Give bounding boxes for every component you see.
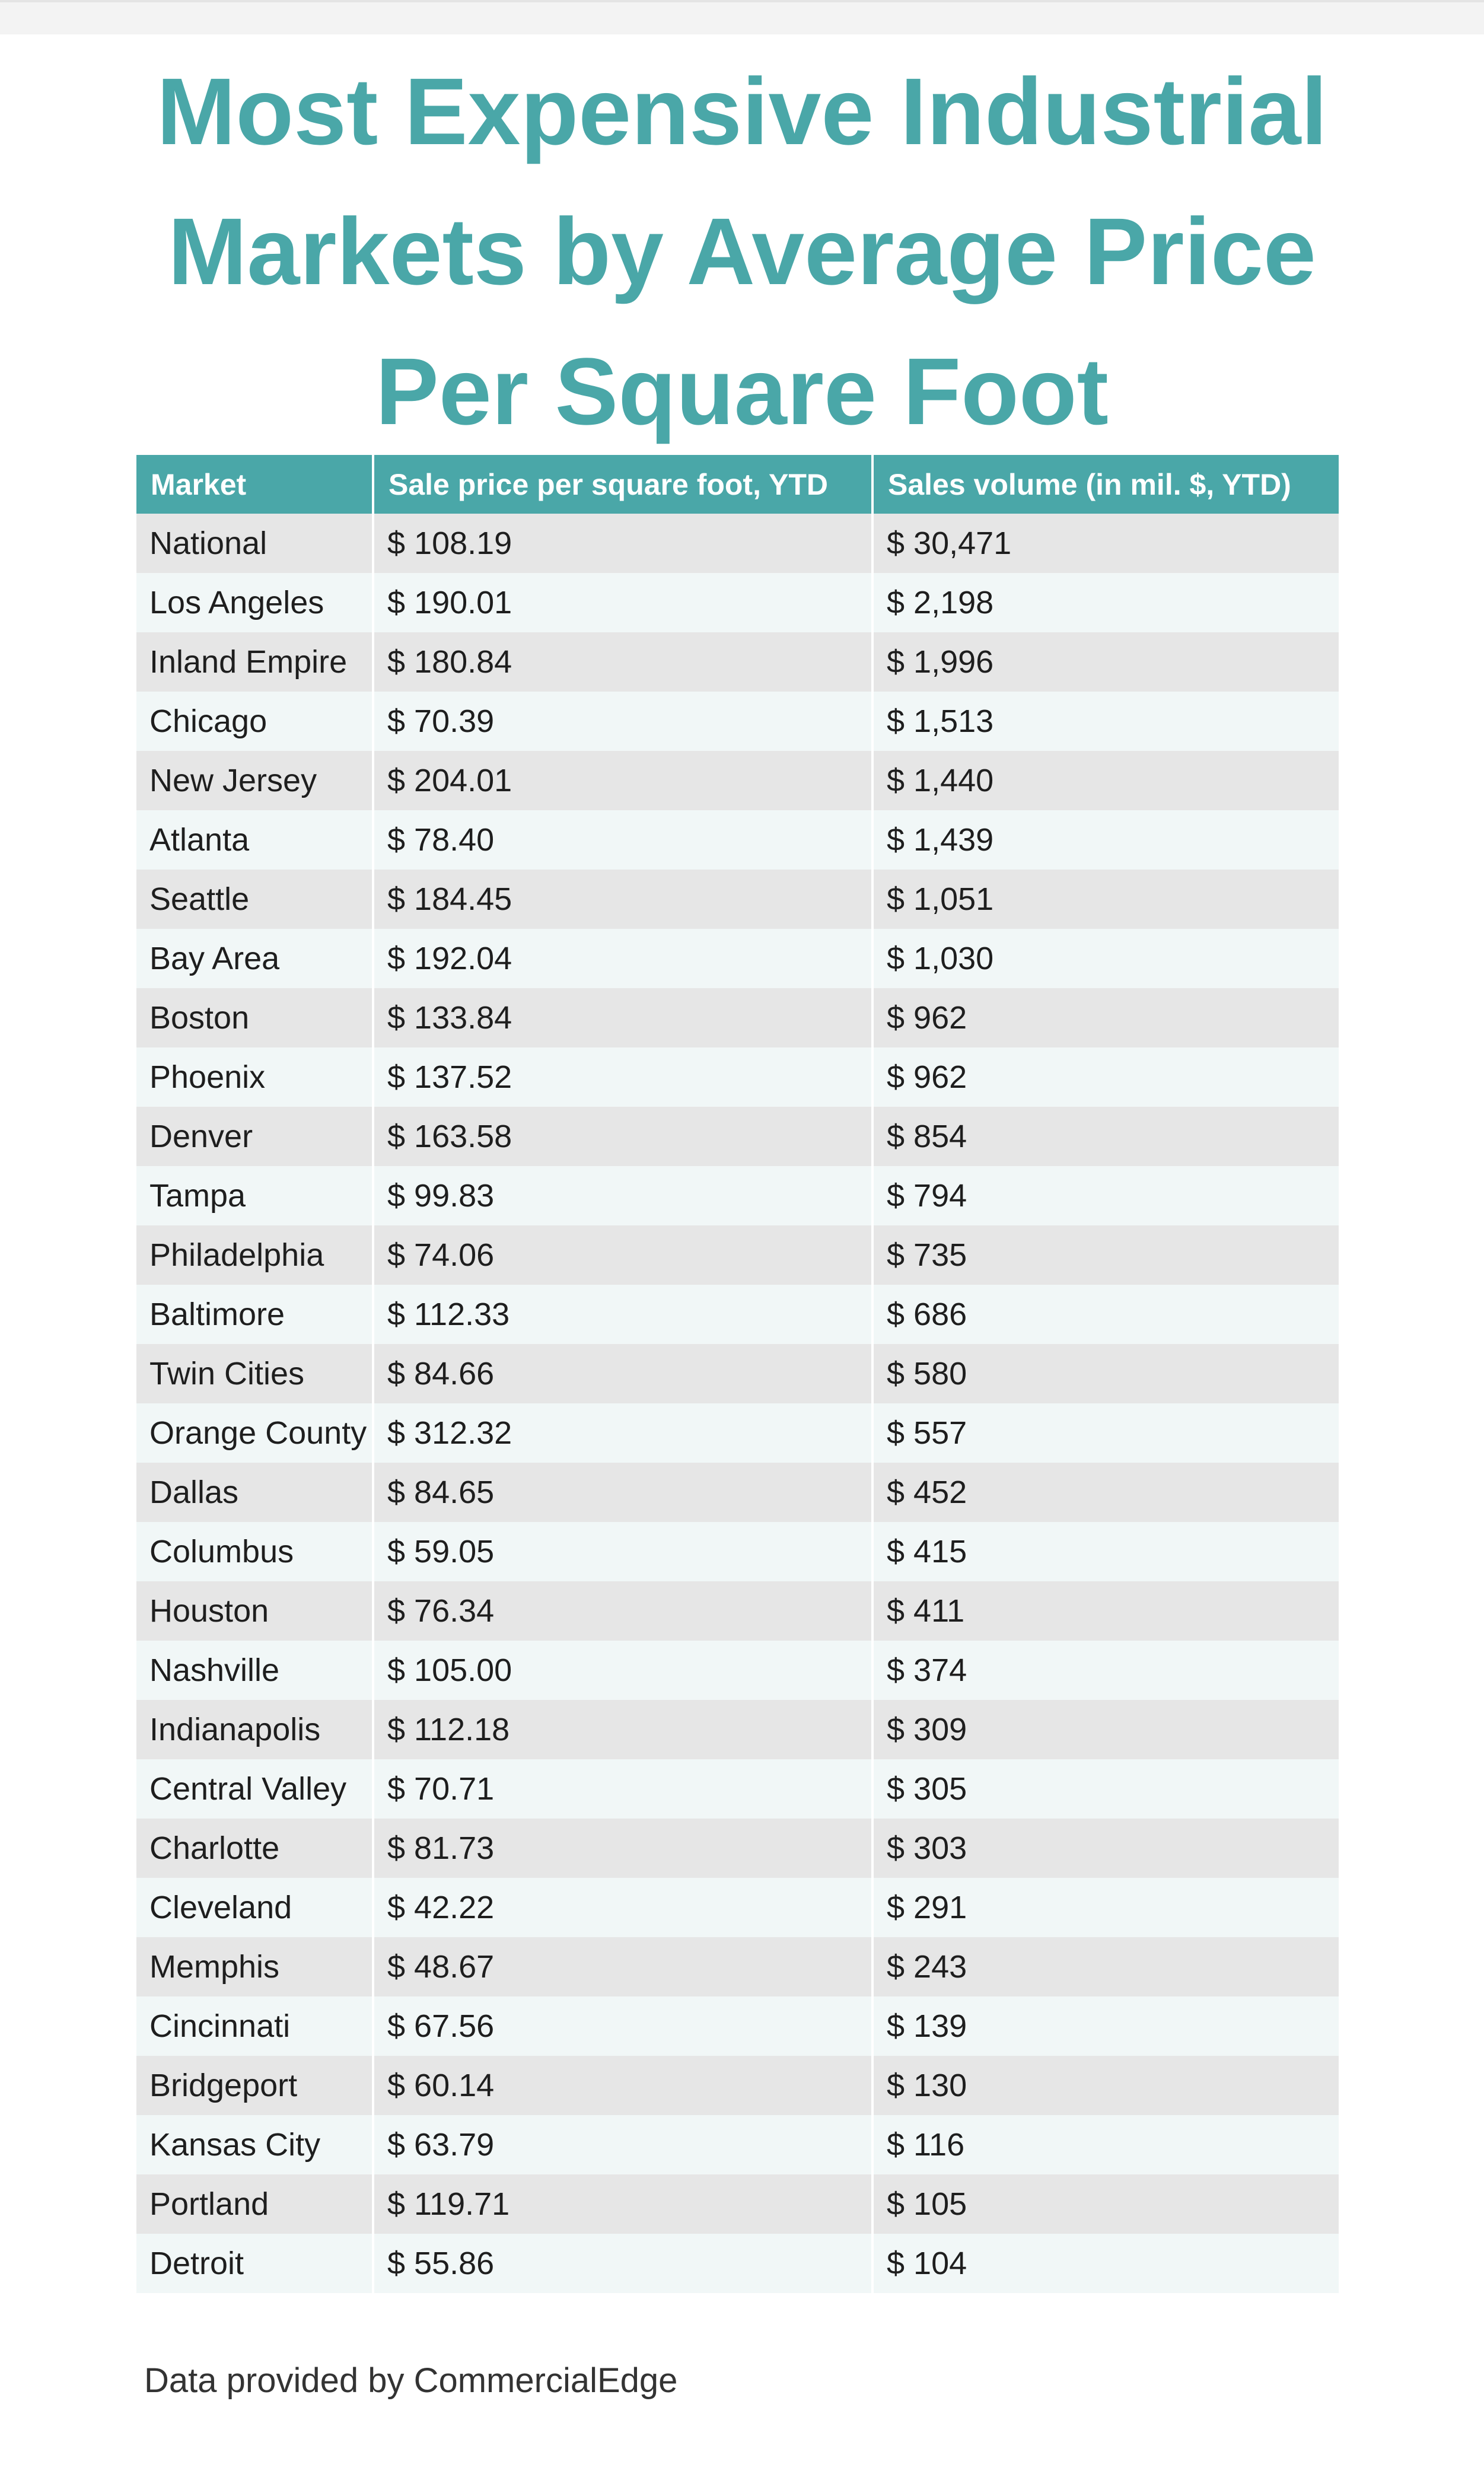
cell-market: Chicago (136, 692, 374, 751)
cell-sale-price: $ 60.14 (374, 2056, 874, 2115)
cell-sale-price: $ 112.18 (374, 1700, 874, 1759)
cell-sales-volume: $ 1,440 (874, 751, 1339, 810)
table-row (136, 1759, 1339, 1819)
cell-sales-volume: $ 243 (874, 1937, 1339, 1996)
cell-market: Columbus (136, 1522, 374, 1581)
cell-sale-price: $ 48.67 (374, 1937, 874, 1996)
cell-sale-price: $ 105.00 (374, 1641, 874, 1700)
cell-market: Portland (136, 2174, 374, 2234)
table-row (136, 2174, 1339, 2234)
cell-market: Cleveland (136, 1878, 374, 1937)
table-row (136, 1878, 1339, 1937)
cell-sales-volume: $ 1,030 (874, 929, 1339, 988)
cell-sales-volume: $ 116 (874, 2115, 1339, 2174)
cell-sales-volume: $ 415 (874, 1522, 1339, 1581)
table-row (136, 1581, 1339, 1641)
cell-sale-price: $ 70.71 (374, 1759, 874, 1819)
cell-sale-price: $ 74.06 (374, 1225, 874, 1285)
cell-sale-price: $ 55.86 (374, 2234, 874, 2293)
cell-sales-volume: $ 130 (874, 2056, 1339, 2115)
cell-sales-volume: $ 2,198 (874, 573, 1339, 632)
cell-sales-volume: $ 1,051 (874, 870, 1339, 929)
table-row (136, 632, 1339, 692)
cell-sale-price: $ 112.33 (374, 1285, 874, 1344)
title-line-1: Most Expensive Industrial (157, 58, 1327, 164)
cell-market: Twin Cities (136, 1344, 374, 1403)
cell-sale-price: $ 163.58 (374, 1107, 874, 1166)
source-note: Data provided by CommercialEdge (144, 2361, 678, 2400)
cell-sales-volume: $ 411 (874, 1581, 1339, 1641)
cell-market: Cincinnati (136, 1996, 374, 2056)
cell-market: Orange County (136, 1403, 374, 1463)
table-row (136, 1937, 1339, 1996)
table-header-row (136, 455, 1339, 514)
data-table (136, 455, 1339, 2293)
cell-sales-volume: $ 962 (874, 988, 1339, 1047)
cell-market: National (136, 514, 374, 573)
cell-sales-volume: $ 305 (874, 1759, 1339, 1819)
cell-sale-price: $ 108.19 (374, 514, 874, 573)
cell-sales-volume: $ 735 (874, 1225, 1339, 1285)
cell-sale-price: $ 190.01 (374, 573, 874, 632)
cell-sale-price: $ 84.65 (374, 1463, 874, 1522)
cell-sales-volume: $ 139 (874, 1996, 1339, 2056)
cell-sale-price: $ 70.39 (374, 692, 874, 751)
cell-sales-volume: $ 1,439 (874, 810, 1339, 870)
table-row (136, 2234, 1339, 2293)
cell-market: Central Valley (136, 1759, 374, 1819)
table-body (136, 514, 1339, 2293)
cell-sales-volume: $ 962 (874, 1047, 1339, 1107)
cell-market: Nashville (136, 1641, 374, 1700)
cell-sales-volume: $ 291 (874, 1878, 1339, 1937)
table-row (136, 2056, 1339, 2115)
cell-sales-volume: $ 105 (874, 2174, 1339, 2234)
cell-sale-price: $ 63.79 (374, 2115, 874, 2174)
top-strip (0, 0, 1484, 34)
data-table-wrapper (136, 455, 1339, 2293)
table-row (136, 1641, 1339, 1700)
cell-market: Houston (136, 1581, 374, 1641)
table-row (136, 2115, 1339, 2174)
table-row (136, 1285, 1339, 1344)
cell-sale-price: $ 99.83 (374, 1166, 874, 1225)
table-row (136, 1403, 1339, 1463)
table-row (136, 1819, 1339, 1878)
table-row (136, 1225, 1339, 1285)
cell-market: Boston (136, 988, 374, 1047)
table-row (136, 1700, 1339, 1759)
cell-sales-volume: $ 30,471 (874, 514, 1339, 573)
cell-market: Philadelphia (136, 1225, 374, 1285)
cell-sales-volume: $ 580 (874, 1344, 1339, 1403)
cell-market: Phoenix (136, 1047, 374, 1107)
title-line-2: Markets by Average Price (168, 198, 1316, 304)
cell-market: New Jersey (136, 751, 374, 810)
cell-market: Bridgeport (136, 2056, 374, 2115)
cell-sales-volume: $ 303 (874, 1819, 1339, 1878)
cell-sale-price: $ 59.05 (374, 1522, 874, 1581)
cell-sales-volume: $ 686 (874, 1285, 1339, 1344)
cell-market: Los Angeles (136, 573, 374, 632)
cell-market: Baltimore (136, 1285, 374, 1344)
cell-sales-volume: $ 1,513 (874, 692, 1339, 751)
column-header-sales-volume: Sales volume (in mil. $, YTD) (874, 455, 1339, 514)
page-title (0, 42, 1484, 461)
cell-sale-price: $ 67.56 (374, 1996, 874, 2056)
table-row (136, 810, 1339, 870)
cell-sales-volume: $ 557 (874, 1403, 1339, 1463)
table-row (136, 514, 1339, 573)
table-row (136, 1344, 1339, 1403)
cell-sales-volume: $ 452 (874, 1463, 1339, 1522)
cell-market: Denver (136, 1107, 374, 1166)
column-header-sale-price: Sale price per square foot, YTD (374, 455, 874, 514)
table-row (136, 573, 1339, 632)
cell-market: Detroit (136, 2234, 374, 2293)
cell-market: Charlotte (136, 1819, 374, 1878)
cell-sale-price: $ 184.45 (374, 870, 874, 929)
title-line-3: Per Square Foot (375, 338, 1109, 444)
cell-sale-price: $ 192.04 (374, 929, 874, 988)
cell-sale-price: $ 76.34 (374, 1581, 874, 1641)
cell-sale-price: $ 137.52 (374, 1047, 874, 1107)
table-row (136, 1166, 1339, 1225)
table-row (136, 1463, 1339, 1522)
table-row (136, 1996, 1339, 2056)
cell-sales-volume: $ 104 (874, 2234, 1339, 2293)
cell-market: Indianapolis (136, 1700, 374, 1759)
table-row (136, 1047, 1339, 1107)
cell-sales-volume: $ 1,996 (874, 632, 1339, 692)
cell-sales-volume: $ 374 (874, 1641, 1339, 1700)
cell-sale-price: $ 133.84 (374, 988, 874, 1047)
table-row (136, 870, 1339, 929)
cell-market: Dallas (136, 1463, 374, 1522)
table-row (136, 1522, 1339, 1581)
table-row (136, 692, 1339, 751)
cell-sale-price: $ 84.66 (374, 1344, 874, 1403)
column-header-market: Market (136, 455, 374, 514)
cell-sale-price: $ 81.73 (374, 1819, 874, 1878)
cell-market: Atlanta (136, 810, 374, 870)
table-row (136, 1107, 1339, 1166)
table-row (136, 929, 1339, 988)
table-row (136, 988, 1339, 1047)
cell-sales-volume: $ 794 (874, 1166, 1339, 1225)
cell-market: Seattle (136, 870, 374, 929)
cell-sale-price: $ 78.40 (374, 810, 874, 870)
cell-sales-volume: $ 309 (874, 1700, 1339, 1759)
cell-sale-price: $ 204.01 (374, 751, 874, 810)
cell-sale-price: $ 119.71 (374, 2174, 874, 2234)
cell-sale-price: $ 180.84 (374, 632, 874, 692)
cell-market: Memphis (136, 1937, 374, 1996)
cell-market: Inland Empire (136, 632, 374, 692)
cell-sales-volume: $ 854 (874, 1107, 1339, 1166)
table-row (136, 751, 1339, 810)
cell-market: Kansas City (136, 2115, 374, 2174)
cell-market: Bay Area (136, 929, 374, 988)
cell-sale-price: $ 312.32 (374, 1403, 874, 1463)
cell-sale-price: $ 42.22 (374, 1878, 874, 1937)
cell-market: Tampa (136, 1166, 374, 1225)
